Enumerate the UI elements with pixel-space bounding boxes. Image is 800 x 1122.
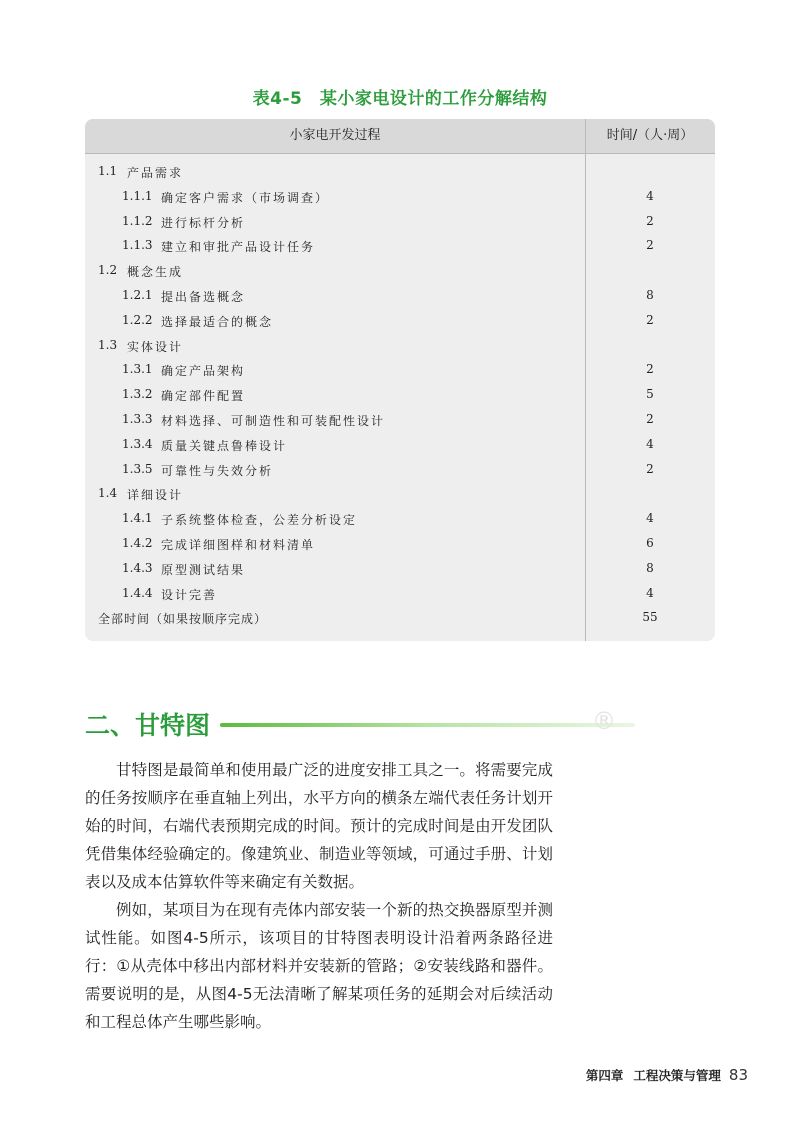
row-label: 概念生成 — [127, 265, 184, 280]
row-number: 1.3 — [98, 337, 118, 352]
row-label: 全部时间（如果按顺序完成） — [98, 612, 268, 627]
table-row — [85, 259, 715, 284]
header-time: 时间/（人·周） — [606, 128, 694, 143]
footer-chapter: 第四章 — [585, 1068, 624, 1083]
row-number: 1.3.3 — [122, 411, 153, 426]
row-label: 材料选择、可制造性和可装配性设计 — [161, 413, 386, 428]
row-label: 建立和审批产品设计任务 — [161, 240, 316, 255]
table-row — [85, 309, 715, 334]
row-time: 8 — [646, 560, 654, 575]
row-label: 完成详细图样和材料清单 — [161, 537, 316, 552]
row-label: 原型测试结果 — [161, 562, 246, 577]
table-title: 表4-5 某小家电设计的工作分解结构 — [252, 89, 548, 109]
row-time: 6 — [646, 535, 654, 550]
table-row — [85, 408, 715, 433]
table-row — [85, 334, 715, 359]
row-label: 确定部件配置 — [161, 389, 246, 404]
section-rule — [220, 723, 635, 727]
table-row — [85, 507, 715, 532]
table-row — [85, 185, 715, 210]
table-row — [85, 482, 715, 507]
table-body — [85, 160, 715, 631]
table-row — [85, 358, 715, 383]
row-time: 2 — [646, 312, 654, 327]
row-time: 2 — [646, 411, 654, 426]
row-time: 55 — [642, 610, 658, 625]
row-time: 4 — [646, 511, 654, 526]
table-row — [85, 210, 715, 235]
table-row — [85, 383, 715, 408]
row-label: 产品需求 — [127, 166, 184, 180]
row-number: 1.1 — [98, 164, 118, 178]
row-number: 1.4.1 — [122, 511, 153, 526]
row-label: 确定产品架构 — [161, 364, 246, 379]
row-number: 1.1.3 — [122, 238, 153, 253]
row-label: 子系统整体检查，公差分析设定 — [161, 513, 358, 528]
footer-title: 工程决策与管理 — [633, 1068, 721, 1083]
table-header — [85, 119, 715, 153]
row-number: 1.2.1 — [122, 287, 153, 302]
table-row — [85, 234, 715, 259]
row-number: 1.4.4 — [122, 585, 153, 600]
row-number: 1.3.1 — [122, 362, 153, 377]
row-number: 1.2 — [98, 263, 118, 278]
table-row — [85, 557, 715, 582]
row-time: 4 — [646, 436, 654, 451]
row-number: 1.4.2 — [122, 535, 153, 550]
table-row — [85, 433, 715, 458]
row-label: 质量关键点鲁棒设计 — [161, 438, 288, 453]
row-time: 4 — [646, 188, 654, 203]
row-number: 1.2.2 — [122, 312, 153, 327]
registered-mark: ® — [592, 707, 616, 735]
row-time: 4 — [646, 585, 654, 600]
page-number: 83 — [728, 1066, 748, 1084]
row-label: 详细设计 — [127, 488, 184, 503]
table-row — [85, 458, 715, 483]
body-text — [85, 756, 553, 1036]
row-label: 选择最适合的概念 — [161, 314, 274, 329]
table-row — [85, 606, 715, 631]
header-process: 小家电开发过程 — [289, 128, 381, 143]
row-number: 1.4 — [98, 486, 118, 501]
row-time: 2 — [646, 362, 654, 377]
paragraph: 甘特图是最简单和使用最广泛的进度安排工具之一。将需要完成的任务按顺序在垂直轴上列出，水平方向的横条左端代表任务计划开始的时间，右端代表预期完成的时间。预计的完成时间是由开发团队凭借集体经验确定的。像建筑业、制造业等领域，可通过手册、计划表以及成本估算软件等来确定有关数据。 — [85, 761, 553, 891]
row-time: 2 — [646, 213, 654, 228]
page-footer — [586, 1066, 748, 1084]
wbs-table — [85, 119, 715, 641]
row-time: 8 — [646, 287, 654, 302]
row-label: 可靠性与失效分析 — [161, 463, 274, 478]
section-title: 二、甘特图 — [85, 711, 211, 740]
header-divider — [85, 153, 715, 154]
row-number: 1.4.3 — [122, 560, 153, 575]
row-time: 2 — [646, 238, 654, 253]
table-row — [85, 532, 715, 557]
table-row — [85, 582, 715, 607]
row-number: 1.1.2 — [122, 213, 153, 228]
row-label: 设计完善 — [161, 587, 218, 602]
row-label: 提出备选概念 — [161, 289, 246, 304]
row-time: 5 — [646, 387, 654, 402]
row-label: 实体设计 — [127, 339, 184, 354]
row-time: 2 — [646, 461, 654, 476]
row-label: 确定客户需求（市场调查） — [161, 190, 330, 205]
row-number: 1.3.5 — [122, 461, 153, 476]
table-row — [85, 160, 715, 185]
row-number: 1.3.2 — [122, 387, 153, 402]
paragraph: 例如，某项目为在现有壳体内部安装一个新的热交换器原型并测试性能。如图4-5所示，该项目的甘特图表明设计沿着两条路径进行：①从壳体中移出内部材料并安装新的管路；②安装线路和器件。需要说明的是，从图4-5无法清晰了解某项任务的延期会对后续活动和工程总体产生哪些影响。 — [85, 901, 553, 1031]
row-number: 1.3.4 — [122, 436, 153, 451]
row-label: 进行标杆分析 — [161, 215, 246, 230]
table-row — [85, 284, 715, 309]
row-number: 1.1.1 — [122, 188, 153, 203]
